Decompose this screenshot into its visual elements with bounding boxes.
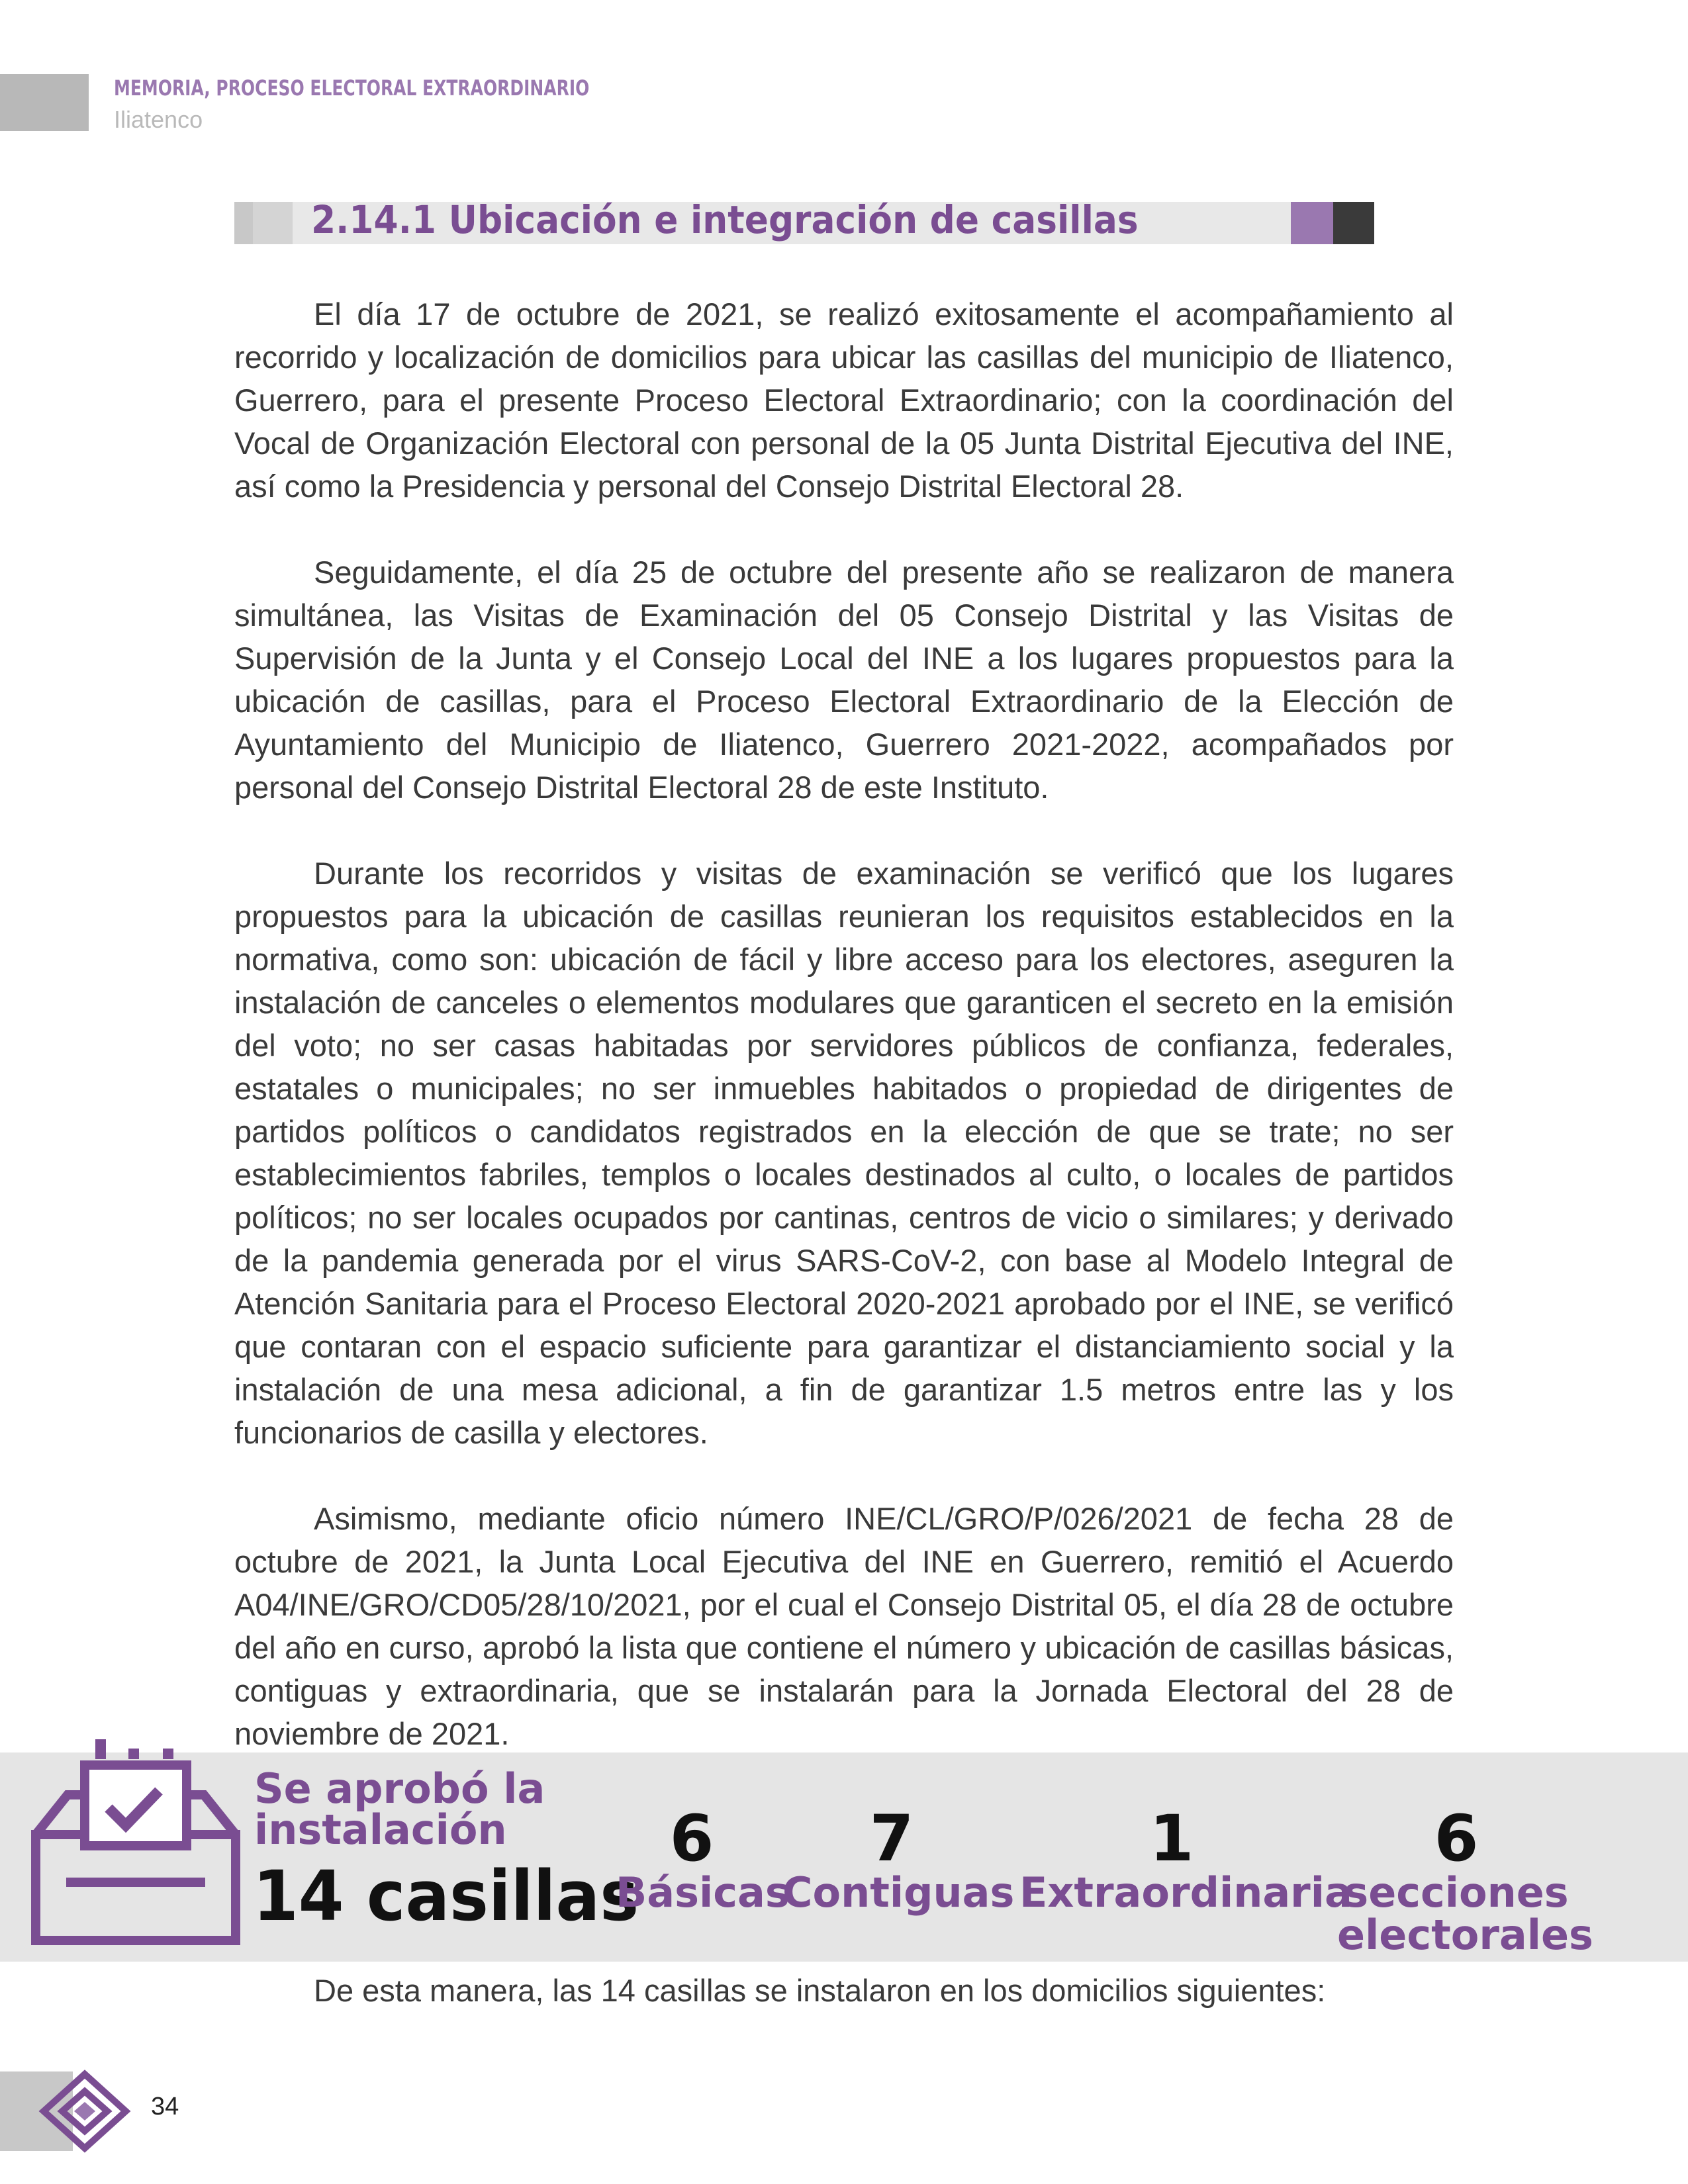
stat-label: Contiguas [782,1868,1015,1917]
stat-label: Básicas [616,1868,790,1917]
stat-secciones [1337,1801,1593,1959]
ballot-box-check-icon [26,1735,245,1954]
stat-number: 1 [1149,1801,1194,1876]
institution-logo-icon [38,2069,131,2154]
header-accent-block [0,74,89,131]
stat-number: 6 [669,1801,714,1876]
paragraph-1: El día 17 de octubre de 2021, se realizó exitosamente el acompañamiento al recorrido y localización de domicilios para ubicar las casillas del municipio de Iliatenco, Guerrero, para el presente Proceso Electoral Extraordinario; con la coordinación del Vocal de Organización Electoral con personal de la 05 Junta Distrital Ejecutiva del INE, así como la Presidencia y personal del Consejo Distrital Electoral 28. [234,296,1454,504]
stat-basicas [616,1801,790,1917]
stat-label: secciones electorales [1337,1868,1593,1959]
approved-label: Se aprobó la instalación [254,1764,545,1854]
section-bar-accent-dark [1333,202,1374,244]
section-bar-accent-left-light [253,202,293,244]
stat-number: 6 [1434,1801,1479,1876]
paragraph-3: Durante los recorridos y visitas de examinación se verificó que los lugares propuestos para la ubicación de casillas reunieran los requisitos establecidos en la normativa, como son: ubicación de fácil y libre acceso para los electores, aseguren la instalación de canceles o elementos modulares que garanticen el secreto en la emisión del voto; no ser casas habitadas por servidores públicos de confianza, federales, estatales o municipales; no ser inmuebles habitados o propiedad de dirigentes de partidos políticos o candidatos registrados en la elección de que se trate; no ser establecimientos fabriles, templos o locales destinados al culto, o locales de partidos políticos; no ser locales ocupados por cantinas, centros de vicio o similares; y derivado de la pandemia generada por el virus SARS-CoV-2, con base al Modelo Integral de Atención Sanitaria para el Proceso Electoral 2020-2021 aprobado por el INE, se verificó que contaran con el espacio suficiente para garantizar el distanciamiento social y la instalación de una mesa adicional, a fin de garantizar 1.5 metros entre las y los funcionarios de casilla y electores. [234,856,1454,1450]
stat-number: 7 [869,1801,914,1876]
section-bar-accent-left [234,202,253,244]
page-number: 34 [151,2093,179,2120]
body-text [234,293,1454,1798]
paragraph-2: Seguidamente, el día 25 de octubre del presente año se realizaron de manera simultánea, las Visitas de Examinación del 05 Consejo Distrital y las Visitas de Supervisión de la Junta y el Consejo Local del INE a los lugares propuestos para la ubicación de casillas, para el Proceso Electoral Extraordinario de la Elección de Ayuntamiento del Municipio de Iliatenco, Guerrero 2021-2022, acompañados por personal del Consejo Distrital Electoral 28 de este Instituto. [234,555,1454,805]
closing-text: De esta manera, las 14 casillas se instalaron en los domicilios siguientes: [314,1973,1326,2008]
total-casillas: 14 casillas [253,1856,639,1936]
document-subtitle: Iliatenco [114,106,203,133]
section-title: 2.14.1 Ubicación e integración de casillas [311,197,1139,242]
section-bar-accent-purple [1291,202,1333,244]
paragraph-4: Asimismo, mediante oficio número INE/CL/GRO/P/026/2021 de fecha 28 de octubre de 2021, la Junta Local Ejecutiva del INE en Guerrero, remitió el Acuerdo A04/INE/GRO/CD05/28/10/2021, por el cual el Consejo Distrital 05, el día 28 de octubre del año en curso, aprobó la lista que contiene el número y ubicación de casillas básicas, contiguas y extraordinaria, que se instalarán para la Jornada Electoral del 28 de noviembre de 2021. [234,1501,1454,1751]
stat-extraordinaria [1019,1801,1352,1917]
stat-label: Extraordinaria [1019,1868,1352,1917]
document-title: MEMORIA, PROCESO ELECTORAL EXTRAORDINARIO [114,75,590,101]
stat-contiguas [782,1801,1015,1917]
